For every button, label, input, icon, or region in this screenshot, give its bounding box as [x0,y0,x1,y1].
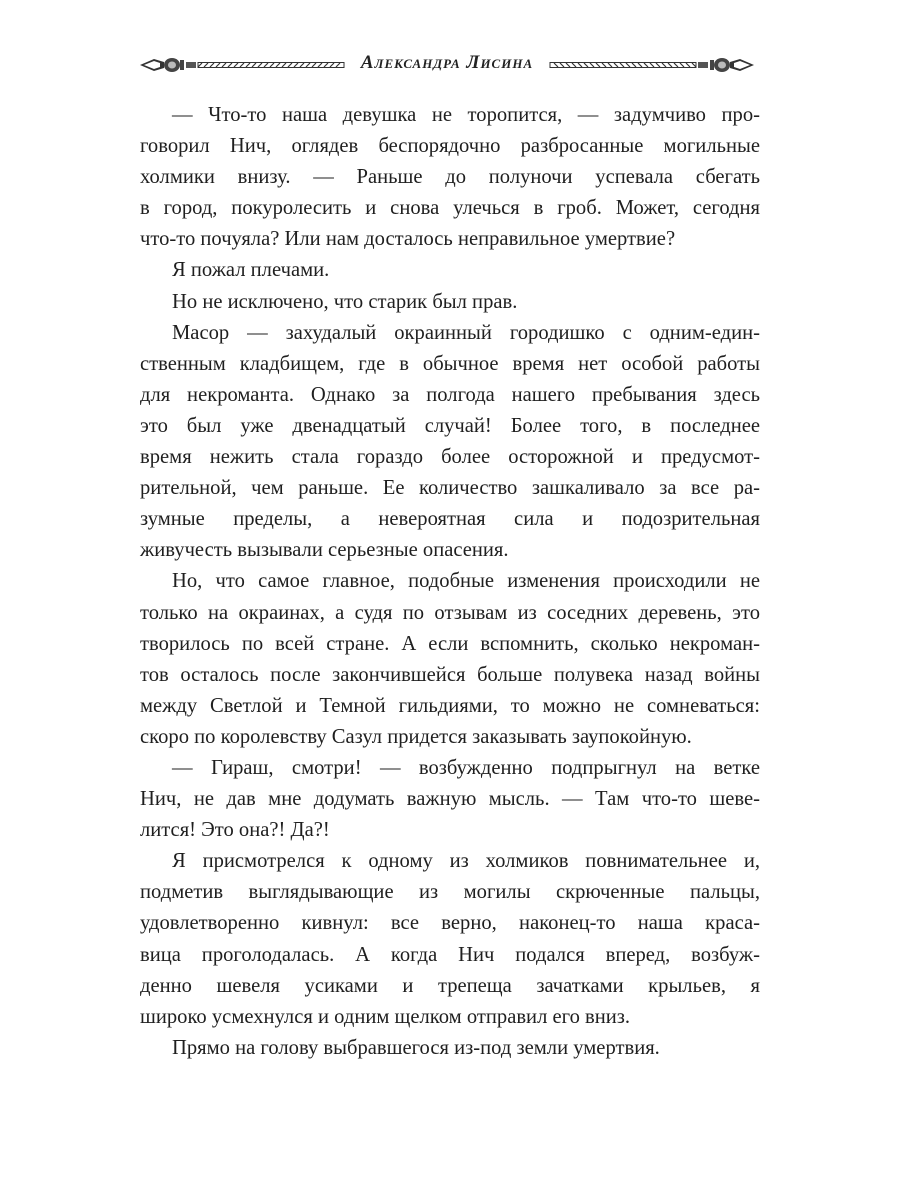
text-line: Я присмотрелся к одному из холмиков повнимательнее и, [172,850,760,873]
paragraph [140,255,760,286]
body-text [140,100,760,1064]
paragraph [140,753,760,846]
paragraph [140,287,760,318]
text-line: время нежить стала гораздо более осторожной и предусмот- [140,446,760,469]
text-line: вица проголодалась. А когда Нич подался вперед, возбуж- [140,943,760,966]
text-line: только на окраинах, а судя по отзывам из соседних деревень, это [140,601,760,624]
text-line: Прямо на голову выбравшегося из-под земли умертвия. [172,1036,660,1059]
text-line: зумные пределы, а невероятная сила и подозрительная [140,508,760,531]
text-line: подметив выглядывающие из могилы скрюченные пальцы, [140,881,760,904]
text-line: между Светлой и Темной гильдиями, то можно не сомневаться: [140,694,760,717]
paragraph [140,318,760,567]
text-line: холмики внизу. — Раньше до полуночи успевала сбегать [140,166,760,189]
text-line: лится! Это она?! Да?! [140,819,330,842]
paragraph [140,566,760,753]
text-line: денно шевеля усиками и трепеща зачатками крыльев, я [140,974,760,997]
text-line: — Что-то наша девушка не торопится, — задумчиво про- [172,104,760,126]
text-line: творилось по всей стране. А если вспомнить, сколько некроман- [140,632,760,655]
text-line: Масор — захудалый окраинный городишко с одним-един- [172,321,760,344]
text-line: скоро по королевству Сазул придется заказывать заупокойную. [140,725,692,748]
text-line: это был уже двенадцатый случай! Более того, в последнее [140,414,760,437]
text-line: Нич, не дав мне додумать важную мысль. — Там что-то шеве- [140,788,760,811]
text-line: Но не исключено, что старик был прав. [172,290,518,313]
text-line: тов осталось после закончившейся больше полувека назад войны [140,663,760,686]
paragraph [140,846,760,1033]
text-line: Но, что самое главное, подобные изменения происходили не [172,570,760,593]
text-line: говорил Нич, оглядев беспорядочно разбросанные могильные [140,135,760,158]
running-header [138,44,756,88]
paragraph [140,1033,760,1064]
right-ornament-icon [546,50,756,80]
text-line: что-то почуяла? Или нам досталось неправильное умертвие? [140,228,676,251]
text-line: ственным кладбищем, где в обычное время нет особой работы [140,352,760,375]
text-line: в город, покуролесить и снова улечься в гроб. Может, сегодня [140,197,760,220]
text-line: широко усмехнулся и одним щелком отправил его вниз. [140,1005,631,1028]
text-line: рительной, чем раньше. Ее количество зашкаливало за все ра- [140,477,760,500]
text-line: удовлетворенно кивнул: все верно, наконец-то наша краса- [140,912,760,935]
paragraph [140,100,760,255]
text-line: Я пожал плечами. [172,259,330,282]
running-head-author: Александра Лисина [360,52,534,73]
text-line: для некроманта. Однако за полгода нашего пребывания здесь [140,383,760,406]
text-line: — Гираш, смотри! — возбужденно подпрыгнул на ветке [172,756,760,779]
text-line: живучесть вызывали серьезные опасения. [140,539,509,562]
